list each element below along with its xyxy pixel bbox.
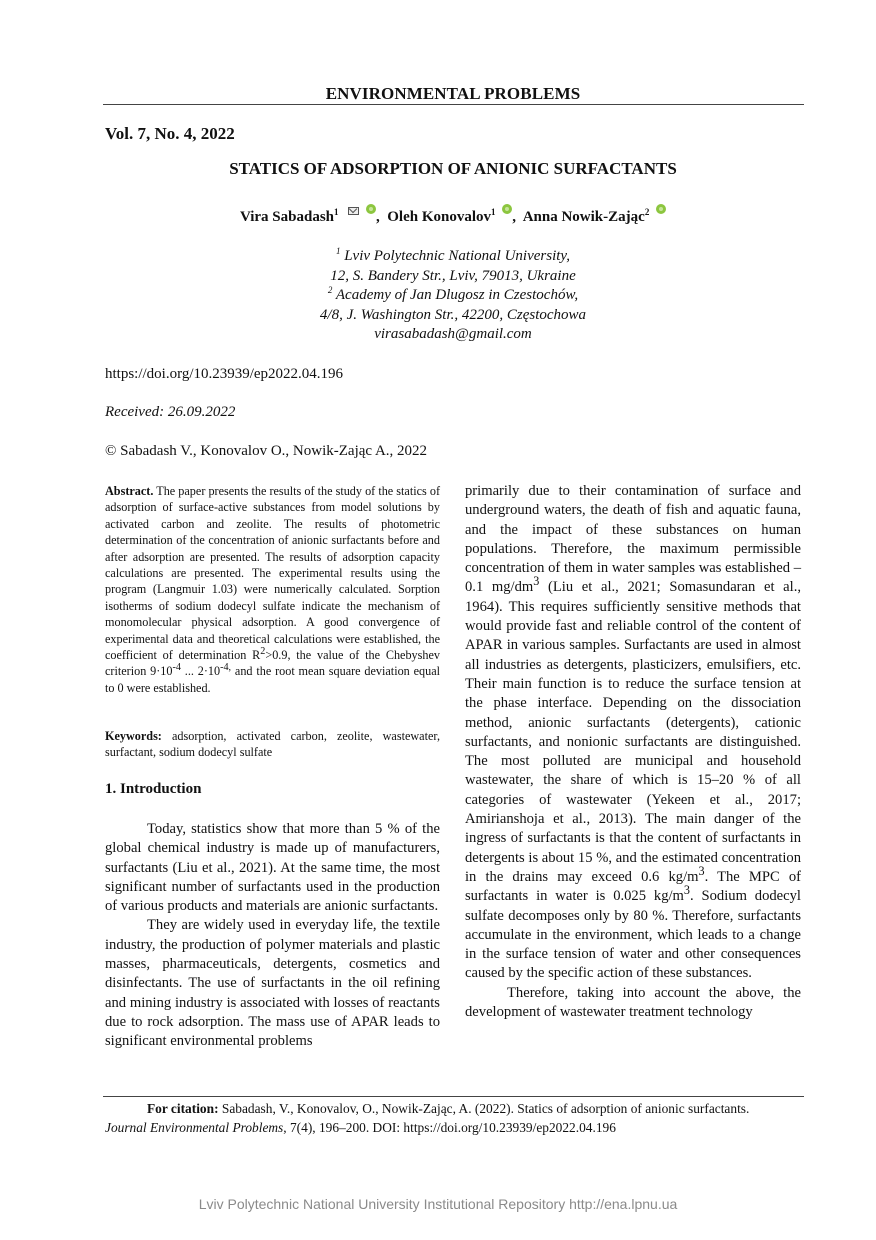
orcid-icon[interactable] [366, 204, 376, 214]
repository-footer[interactable]: Lviv Polytechnic National University Institutional Repository http://ena.lpnu.ua [198, 1196, 678, 1212]
corresponding-email[interactable]: virasabadash@gmail.com [374, 326, 532, 343]
author-name: Anna Nowik-Zając [522, 209, 645, 225]
author-name: Vira Sabadash [239, 209, 334, 225]
article-title: STATICS OF ADSORPTION OF ANIONIC SURFACTANTS [229, 159, 677, 178]
copyright-notice: © Sabadash V., Konovalov O., Nowik-Zając A., 2022 [105, 443, 428, 459]
affiliation-1-address: 12, S. Bandery Str., Lviv, 79013, Ukraine [330, 267, 576, 284]
envelope-icon[interactable] [348, 207, 359, 215]
paragraph: primarily due to their contamination of surface and underground waters, the death of fish and aquatic fauna, and the impact of these substances on human populations. Therefore, the maximum permissible concentration of them in water samples was established – 0.1 $mg/dm^3$ (Liu et al., 2021; Somasundaran et al., 1964). This requires sufficiently sensitive methods that would provide fast and reliable control of the content of APAR in various samples. Surfactants are used in almost all industries as detergents, plasticizers, emulsifiers, etc. Their main function is to reduce the surface tension at the phase interface. Depending on the dissociation method, anionic surfactants (detergents), cationic surfactants, and nonionic surfactants are distinguished. The most polluted are municipal and household wastewater, the share of which is 15–20 % of all categories of wastewater (Yekeen et al., 2017; Amirianshoja et al., 2013). The main danger of the ingress of surfactants is that the content of surfactants in detergents is about 15 %, and the estimated concentration in the drains may exceed 0.6 $kg/m^3$. The MPC of surfactants in water is 0.025 $kg/m^3$. Sodium dodecyl sulfate decomposes only by 80 %. Therefore, surfactants accumulate in the environment, which leads to a change in the surface tension of water and other consequences caused by the specific action of these substances. [465, 483, 801, 982]
affiliations [103, 247, 803, 345]
right-column-text [465, 482, 801, 1022]
abstract-label: Abstract. [105, 484, 154, 498]
volume-info: Vol. 7, No. 4, 2022 [105, 124, 235, 143]
affiliation-2: $^2$ Academy of Jan Dlugosz in Czestochów, [327, 285, 579, 304]
paragraph: Therefore, taking into account the above, the development of wastewater treatment technology [465, 984, 801, 1021]
affiliation-1: $^1$ Lviv Polytechnic National University, [335, 246, 571, 264]
keywords-label: Keywords: [105, 729, 162, 743]
abstract: Abstract. The paper presents the results of the study of the statics of adsorption of surface-active substances from model solutions by activated carbon and zeolite. The results of photometric determination of the concentration of anionic surfactants before and after adsorption are presented. The results of adsorption capacity calculations are presented. The experimental results using the program (Langmuir 1.03) were numerically calculated. Sorption isotherms of sodium dodecyl sulfate indicate the mechanism of monomolecular physical adsorption. A good convergence of experimental data and theoretical calculations were established, the coefficient of determination $R^2>0.9$, the value of the Chebyshev criterion $9\cdot 10^{-4}$ ... $2\cdot 10^{-4,}$ and the root mean square deviation equal to 0 were established. [105, 484, 440, 695]
author-name: Oleh Konovalov [387, 209, 492, 225]
doi-link[interactable]: https://doi.org/10.23939/ep2022.04.196 [105, 366, 344, 382]
header-divider [103, 104, 804, 105]
orcid-icon[interactable] [502, 204, 512, 214]
citation-details[interactable]: , 7(4), 196–200. DOI: https://doi.org/10.23939/ep2022.04.196 [283, 1120, 616, 1135]
citation-label: For citation: [147, 1101, 219, 1116]
citation-journal: Journal Environmental Problems [105, 1120, 284, 1135]
journal-header: ENVIRONMENTAL PROBLEMS [325, 84, 581, 103]
citation: For citation: Sabadash, V., Konovalov, O., Nowik-Zając, A. (2022). Statics of adsorption of anionic surfactants. Journal Environmental Problems, 7(4), 196–200. DOI: https://doi.org/10.23939/ep2022.04.196 [105, 1101, 750, 1135]
section-heading: 1. Introduction [105, 781, 202, 797]
paragraph: They are widely used in everyday life, the textile industry, the production of polymer materials and plastic masses, pharmaceuticals, detergents, cosmetics and disinfectants. The use of surfactants in the oil refining and mining industry is associated with losses of reactants due to rock adsorption. The mass use of APAR leads to significant environmental problems [105, 917, 440, 1050]
author-affiliation-mark: 2 [644, 207, 650, 217]
paragraph: Today, statistics show that more than 5 % of the global chemical industry is made up of manufacturers, surfactants (Liu et al., 2021). At the same time, the most significant number of surfactants used in the production of various products and materials are anionic surfactants. [105, 821, 440, 915]
author-affiliation-mark: 1 [491, 207, 496, 217]
footer-divider [103, 1096, 804, 1097]
keywords: Keywords: adsorption, activated carbon, zeolite, wastewater, surfactant, sodium dodecyl sulfate [105, 729, 440, 760]
author-affiliation-mark: 1 [334, 207, 339, 217]
author-list: Vira Sabadash$^1$ , Oleh Konovalov$^1$ , Anna Nowik-Zając$^2$ [103, 204, 803, 226]
affiliation-2-address: 4/8, J. Washington Str., 42200, Częstochowa [319, 306, 587, 323]
received-date: Received: 26.09.2022 [105, 404, 236, 420]
orcid-icon[interactable] [656, 204, 666, 214]
introduction-text [105, 820, 440, 1052]
